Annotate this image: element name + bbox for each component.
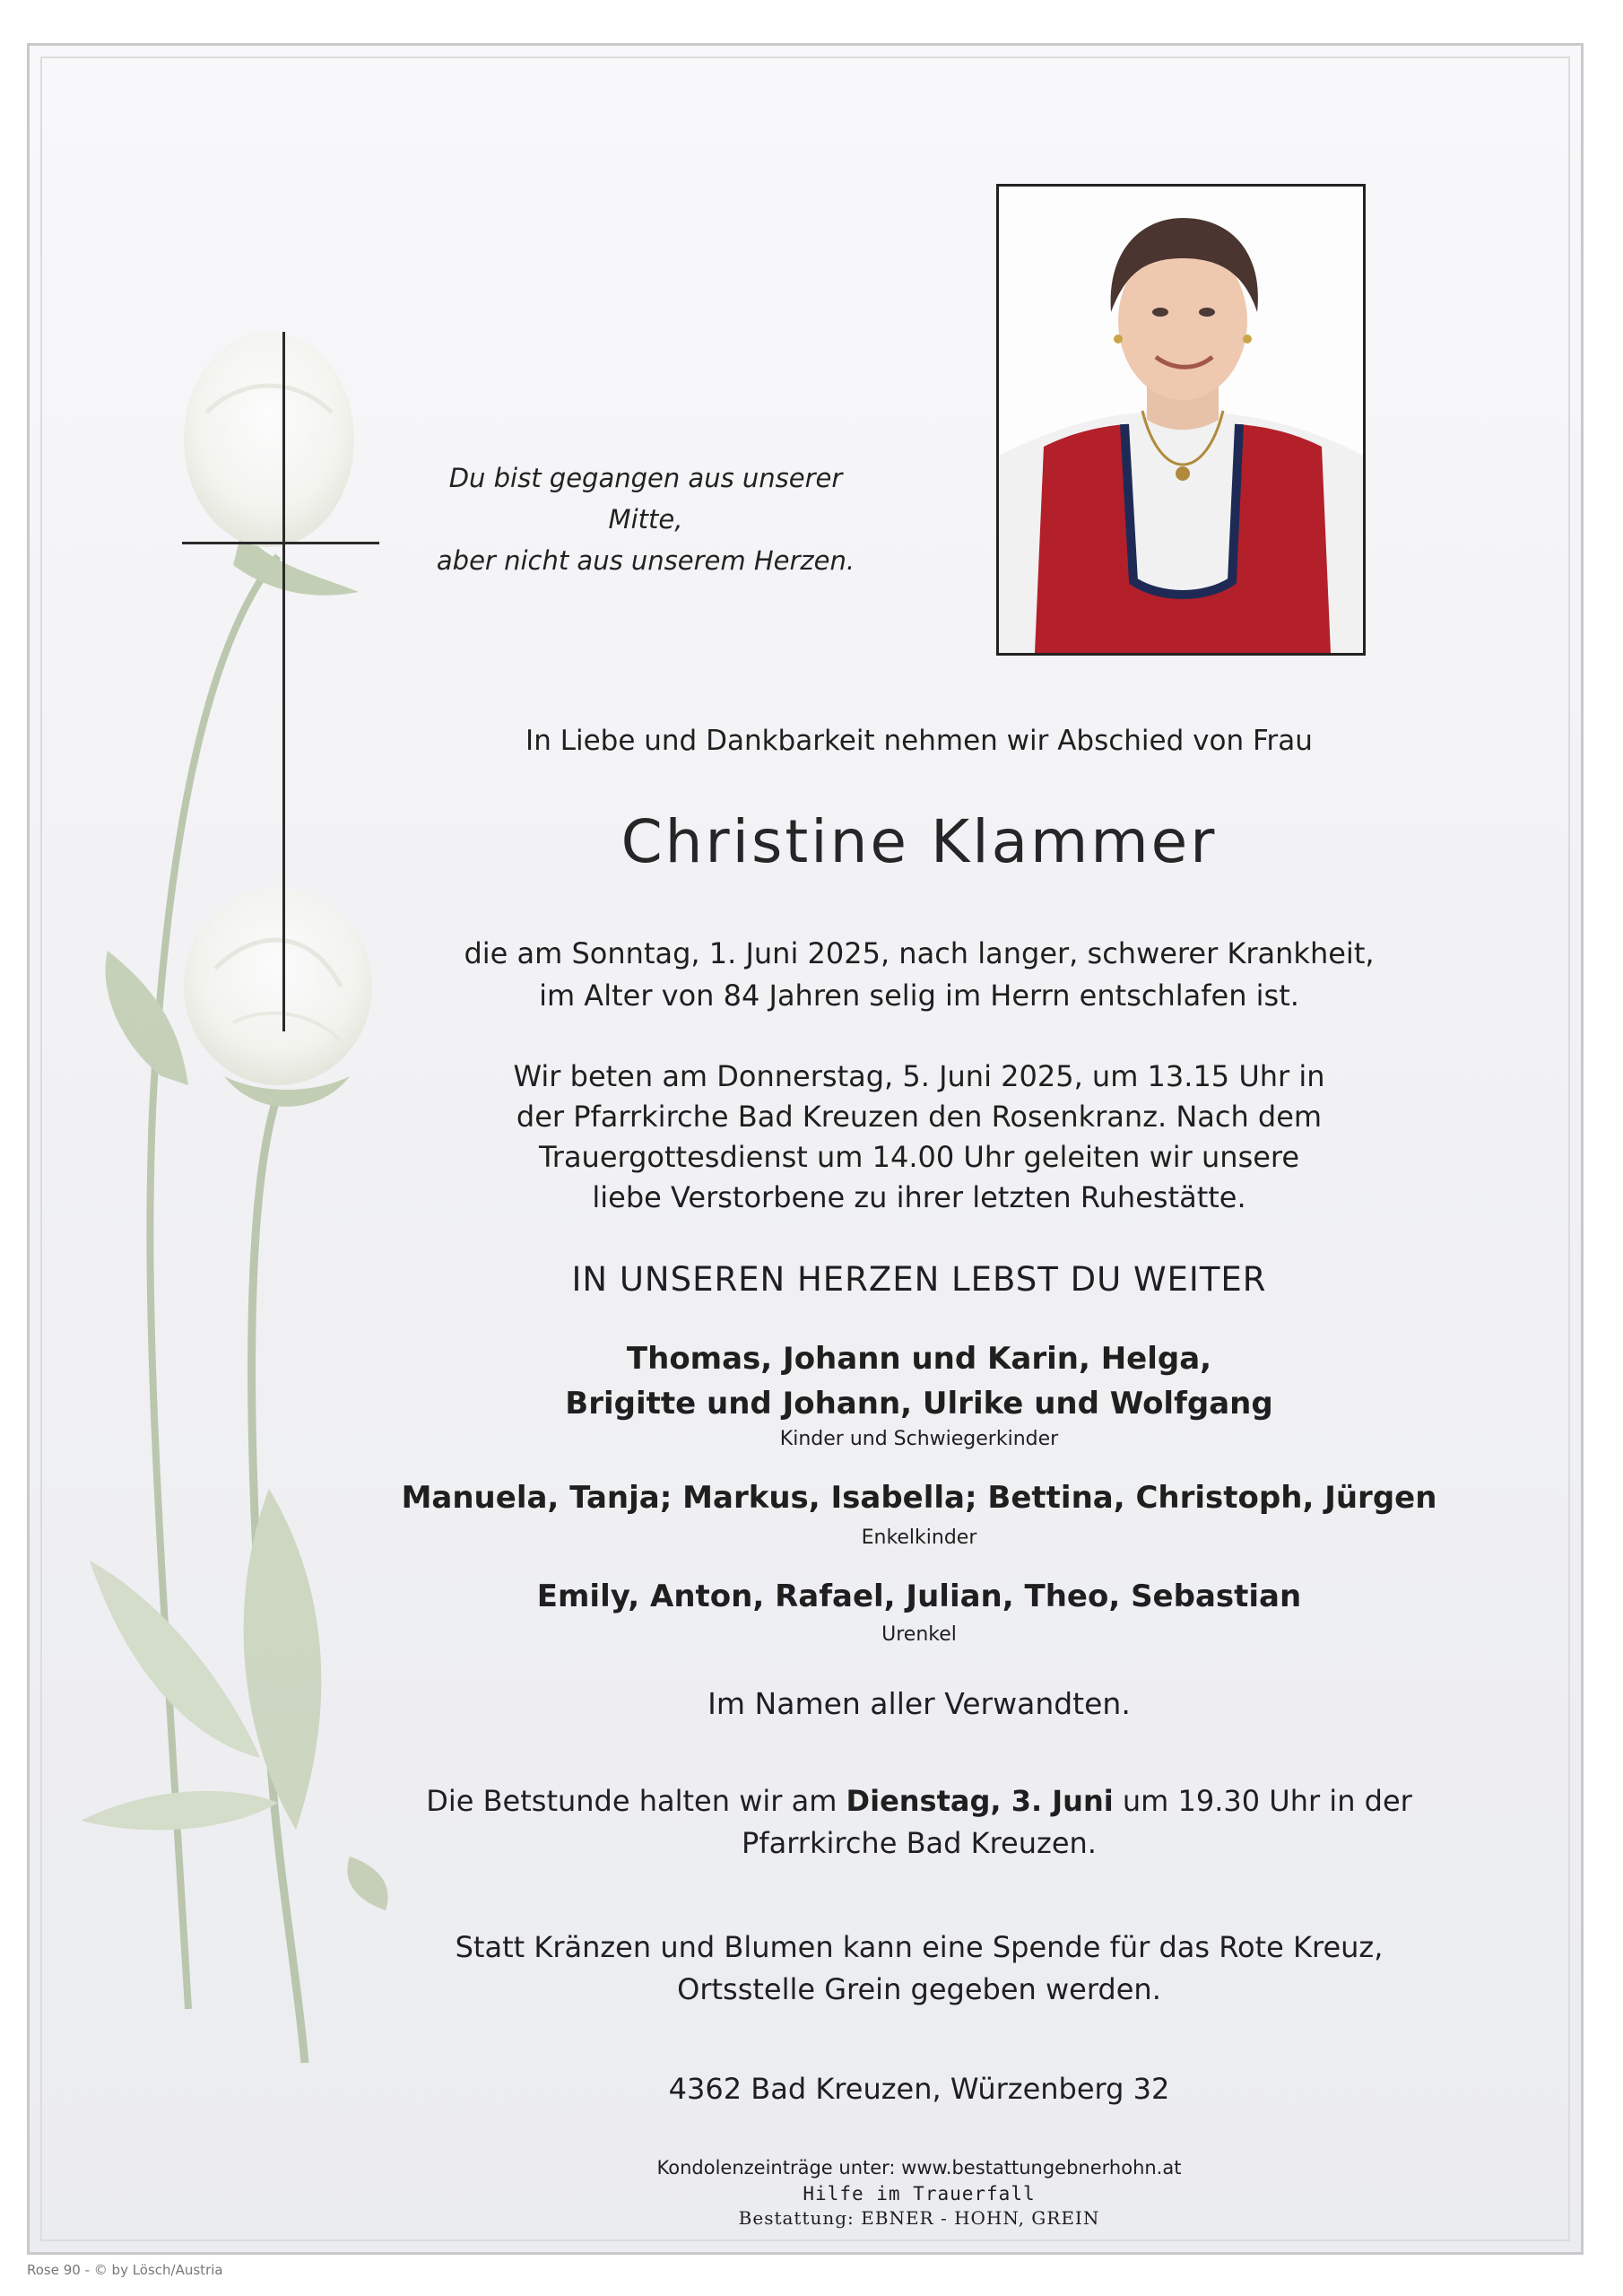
death-notice-line-2: im Alter von 84 Jahren selig im Herrn entschlafen ist. — [539, 978, 1299, 1013]
donation-notice — [359, 1926, 1480, 2011]
leaf-5 — [347, 1857, 387, 1910]
service-line-1: Wir beten am Donnerstag, 5. Juni 2025, um 13.15 Uhr in — [513, 1059, 1325, 1093]
quote-line-2: aber nicht aus unserem Herzen. — [436, 545, 855, 576]
betstunde-prefix: Die Betstunde halten wir am — [426, 1784, 846, 1818]
donation-line-1: Statt Kränzen und Blumen kann eine Spende für das Rote Kreuz, — [455, 1930, 1384, 1964]
leaf-1 — [106, 951, 189, 1085]
betstunde-line-2: Pfarrkirche Bad Kreuzen. — [742, 1826, 1097, 1860]
donation-line-2: Ortsstelle Grein gegeben werden. — [677, 1972, 1161, 2006]
betstunde-notice — [359, 1780, 1480, 1865]
rose-lower — [184, 888, 372, 1085]
on-behalf-line: Im Namen aller Verwandten. — [707, 1686, 1131, 1721]
death-notice-line-1: die am Sonntag, 1. Juni 2025, nach langer, schwerer Krankheit, — [464, 936, 1375, 970]
undertaker-name: Bestattung: EBNER - HOHN, GREIN — [738, 2207, 1100, 2229]
leaf-3 — [90, 1561, 260, 1758]
death-notice — [359, 933, 1480, 1017]
grandchildren-label: Enkelkinder — [861, 1526, 977, 1549]
service-line-2: der Pfarrkirche Bad Kreuzen den Rosenkranz. Nach dem — [516, 1100, 1323, 1134]
farewell-intro: In Liebe und Dankbarkeit nehmen wir Abschied von Frau — [525, 725, 1313, 757]
betstunde-suffix: um 19.30 Uhr in der — [1113, 1784, 1412, 1818]
leaf-4 — [81, 1791, 278, 1831]
children-line-2: Brigitte und Johann, Ulrike und Wolfgang — [565, 1386, 1273, 1422]
service-details — [359, 1057, 1480, 1218]
betstunde-line-1 — [359, 1780, 1480, 1822]
quote-line-1: Du bist gegangen aus unserer Mitte, — [448, 463, 843, 535]
condolence-link: Kondolenzeinträge unter: www.bestattungebnerhohn.at — [656, 2157, 1182, 2179]
artwork-credit: Rose 90 - © by Lösch/Austria — [27, 2262, 223, 2278]
cross-horizontal — [182, 542, 379, 544]
grandchildren-names: Manuela, Tanja; Markus, Isabella; Bettina, Christoph, Jürgen — [401, 1480, 1437, 1516]
service-line-3: Trauergottesdienst um 14.00 Uhr geleiten wir unsere — [538, 1140, 1300, 1174]
great-grandchildren-names: Emily, Anton, Rafael, Julian, Theo, Sebastian — [536, 1578, 1302, 1614]
help-tagline: Hilfe im Trauerfall — [803, 2183, 1036, 2205]
service-line-4: liebe Verstorbene zu ihrer letzten Ruhestätte. — [592, 1180, 1246, 1214]
portrait-photo — [996, 184, 1366, 656]
memorial-quote — [421, 457, 870, 581]
cross-vertical — [282, 332, 285, 1031]
rose-upper — [184, 332, 354, 547]
leaf-2 — [244, 1489, 322, 1830]
great-grandchildren-label: Urenkel — [881, 1623, 957, 1646]
family-address: 4362 Bad Kreuzen, Würzenberg 32 — [668, 2072, 1170, 2106]
deceased-name: Christine Klammer — [621, 807, 1218, 876]
children-label: Kinder und Schwiegerkinder — [779, 1428, 1059, 1450]
betstunde-day: Dienstag, 3. Juni — [846, 1784, 1114, 1818]
portrait-illustration — [999, 187, 1363, 653]
motto: IN UNSEREN HERZEN LEBST DU WEITER — [571, 1260, 1267, 1299]
children-line-1: Thomas, Johann und Karin, Helga, — [626, 1341, 1212, 1377]
children-names — [359, 1336, 1480, 1426]
